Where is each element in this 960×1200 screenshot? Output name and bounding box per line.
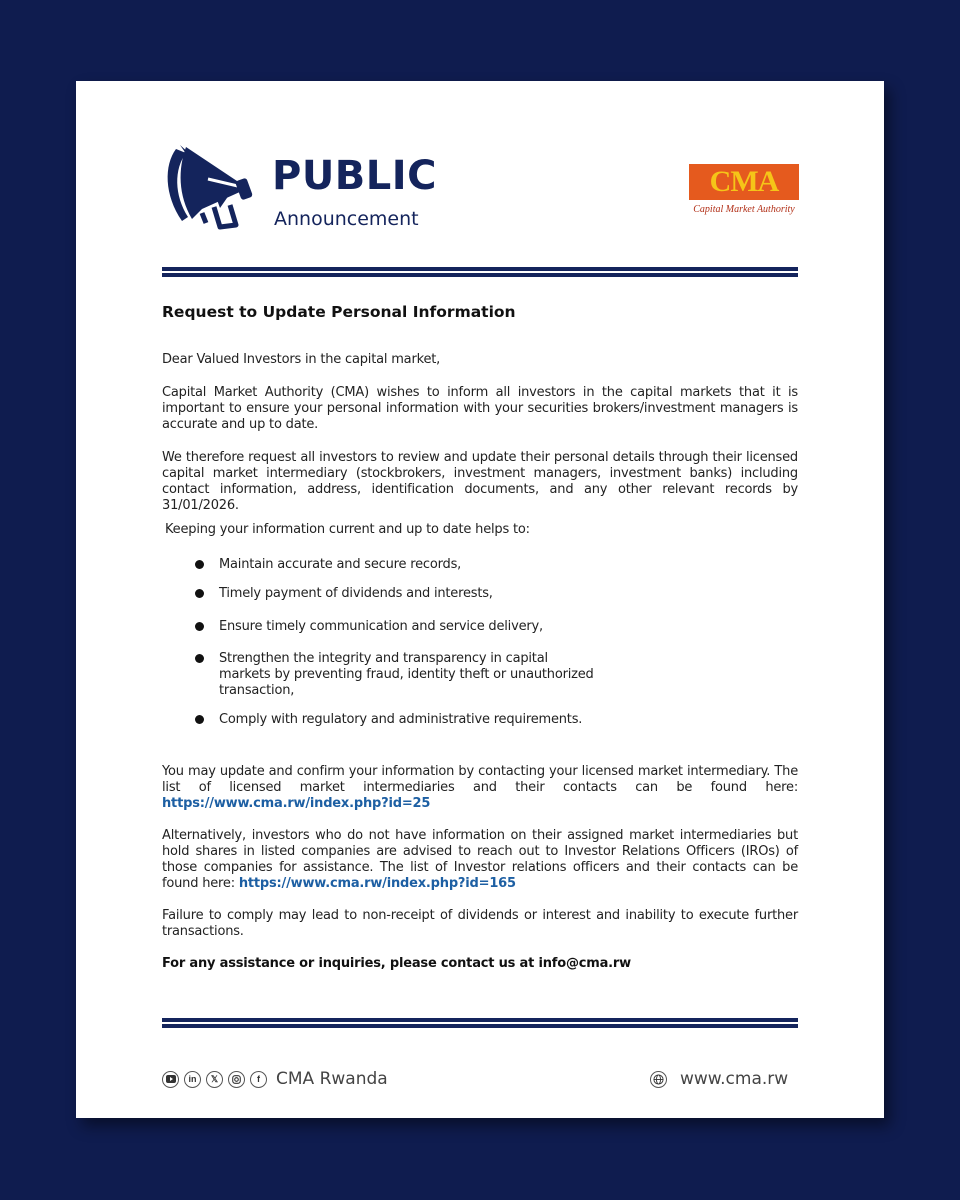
bullet-icon — [195, 622, 204, 631]
header-divider — [162, 267, 798, 277]
announcement-heading: PUBLIC — [272, 153, 438, 199]
instagram-icon[interactable] — [228, 1071, 245, 1088]
paragraph-alternative: Alternatively, investors who do not have information on their assigned market intermediaries but hold shares in listed companies are advised to reach out to Investor Relations Officers (IROs) of those companies for assistance. The list of Investor relations officers and their contacts can be found here: https://www.cma.rw/index.php?id=165 — [162, 828, 798, 891]
intermediaries-link[interactable]: https://www.cma.rw/index.php?id=25 — [162, 796, 431, 811]
linkedin-icon[interactable]: in — [184, 1071, 201, 1088]
bullet-icon — [195, 654, 204, 663]
paragraph-request: We therefore request all investors to review and update their personal details through their licensed capital market intermediary (stockbrokers, investment managers, investment banks) including contact information, address, identification documents, and any other relevant records by 31/01/2026. — [162, 450, 798, 513]
footer-website — [650, 1069, 788, 1089]
social-handle: CMA Rwanda — [276, 1069, 388, 1089]
cma-logo — [689, 164, 799, 215]
announcement-sheet: PUBLIC Announcement CMA Capital Market Authority Request to Update Personal Information Dear Valued Investors in the capital market, Capital Market Authority (CMA) wishes to inform all investors in the capital markets that it is important to ensure your personal information with your securities brokers/investment managers is accurate and up to date. We therefore request all investors to review and update their personal details through their licensed capital market intermediary (stockbrokers, investment managers, investment banks) including contact information, address, identification documents, and any other relevant records by 31/01/2026. Keeping your information current and up to date helps to: Maintain accurate and secure records, Timely payment of dividends and interests, Ensure timely communication and service delivery, Strengthen the integrity and transparency in capital markets by preventing fraud, identity theft or unauthorized transaction, Comply with regulatory and administrative requirements. You may update and confirm your information by contacting your licensed market intermediary. The list of licensed market intermediaries and their contacts can be found here: https://www.cma.rw/index.php?id=25 Alternatively, investors who do not have information on their assigned market intermediaries but hold shares in listed companies are advised to reach out to Investor Relations Officers (IROs) of those companies for assistance. The list of Investor relations officers and their contacts can be found here: https://www.cma.rw/index.php?id=165 Failure to comply may lead to non-receipt of dividends or interest and inability to execute further transactions. For any assistance or inquiries, please contact us at info@cma.rw in 𝕏 f CMA Rwanda www.cma.rw — [76, 81, 884, 1118]
footer-social — [162, 1069, 388, 1089]
bullet-icon — [195, 715, 204, 724]
contact-line: For any assistance or inquiries, please contact us at info@cma.rw — [162, 956, 631, 971]
cma-logo-box — [689, 164, 799, 200]
greeting: Dear Valued Investors in the capital market, — [162, 352, 441, 367]
benefits-intro: Keeping your information current and up to date helps to: — [165, 522, 530, 537]
website-link[interactable]: www.cma.rw — [680, 1069, 789, 1089]
x-icon[interactable]: 𝕏 — [206, 1071, 223, 1088]
paragraph-warning: Failure to comply may lead to non-receipt of dividends or interest and inability to execute further transactions. — [162, 908, 798, 939]
paragraph-intro: Capital Market Authority (CMA) wishes to inform all investors in the capital markets that it is important to ensure your personal information with your securities brokers/investment managers is accurate and up to date. — [162, 385, 798, 432]
cma-logo-caption: Capital Market Authority — [693, 204, 795, 215]
bullet-icon — [195, 560, 204, 569]
cma-logo-letters: CMA — [709, 165, 779, 198]
bullet-icon — [195, 589, 204, 598]
globe-icon — [650, 1071, 667, 1088]
youtube-icon[interactable] — [162, 1071, 179, 1088]
notice-title: Request to Update Personal Information — [162, 303, 516, 321]
facebook-icon[interactable]: f — [250, 1071, 267, 1088]
announcement-subheading: Announcement — [274, 208, 419, 230]
footer-divider — [162, 1018, 798, 1028]
iro-list-link[interactable]: https://www.cma.rw/index.php?id=165 — [238, 876, 516, 891]
paragraph-update: You may update and confirm your information by contacting your licensed market intermediary. The list of licensed market intermediaries and their contacts can be found here: https://www.cma.rw/index.php?id=25 — [162, 764, 798, 811]
